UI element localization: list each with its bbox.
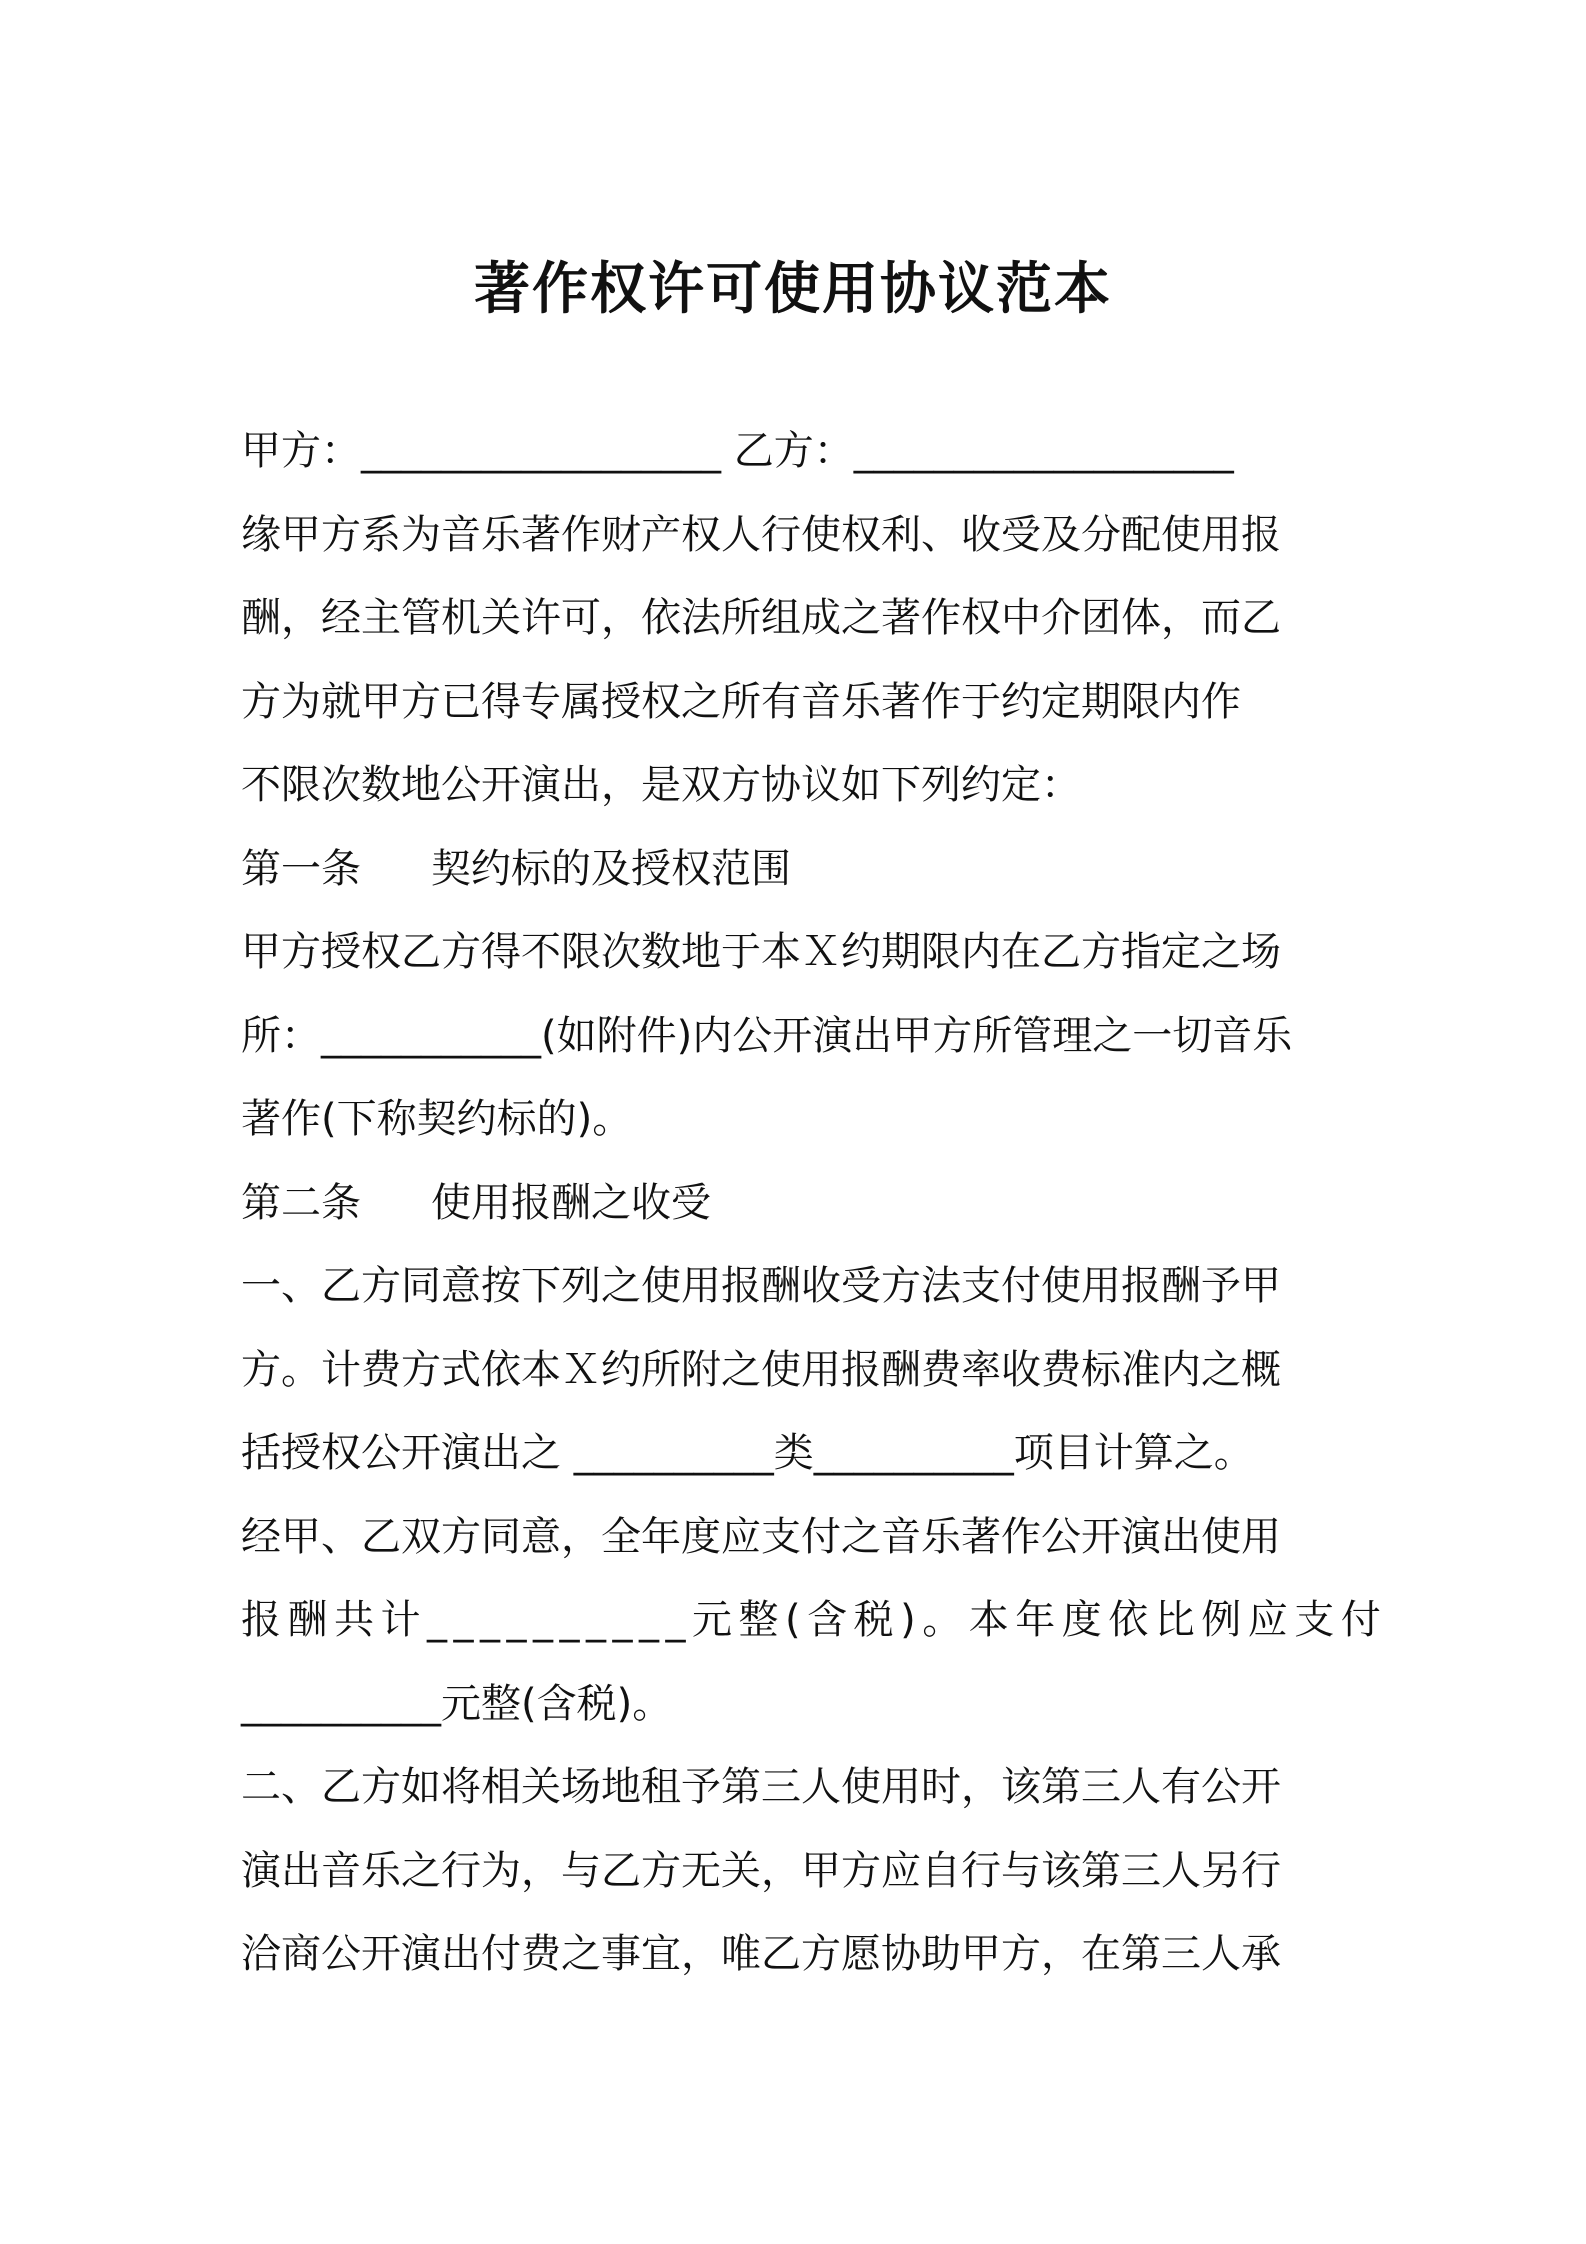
article-1-title: 契约标的及授权范围 [431,845,791,892]
article-2-line: 经甲、乙双方同意，全年度应支付之音乐著作公开演出使用 [241,1513,1281,1560]
article-1-line: 著作(下称契约标的)。 [241,1096,633,1142]
article-2-line: 一、乙方同意按下列之使用报酬收受方法支付使用报酬予甲 [241,1263,1281,1309]
article-2-line: 二、乙方如将相关场地租予第三人使用时，该第三人有公开 [241,1764,1281,1810]
article-2-line: 括授权公开演出之 __________类__________项目计算之。 [241,1430,1254,1476]
article-1-line: 甲方授权乙方得不限次数地于本Ｘ约期限内在乙方指定之场 [241,929,1281,975]
preamble-line: 方为就甲方已得专属授权之所有音乐著作于约定期限内作 [241,678,1241,725]
article-2-line: 报酬共计__________元整(含税)。本年度依比例应支付 [241,1597,1388,1643]
article-1-heading [241,828,1351,912]
document-body [241,410,1388,1997]
article-2-line: 方。计费方式依本Ｘ约所附之使用报酬费率收费标准内之概 [241,1346,1281,1393]
article-2-number: 第二条 [241,1179,361,1226]
parties-line: 甲方：__________________ 乙方：___________________ [241,428,1234,474]
article-1-line: 所：___________(如附件)内公开演出甲方所管理之一切音乐 [241,1012,1293,1059]
article-2-line: 洽商公开演出付费之事宜，唯乙方愿协助甲方，在第三人承 [241,1931,1281,1977]
article-2-heading [241,1162,1351,1246]
preamble-line: 不限次数地公开演出，是双方协议如下列约定： [241,762,1081,808]
preamble-line: 缘甲方系为音乐著作财产权人行使权利、收受及分配使用报 [241,511,1281,558]
article-2-line: __________元整(含税)。 [241,1680,673,1727]
preamble-line: 酬，经主管机关许可，依法所组成之著作权中介团体，而乙 [241,595,1281,641]
document-title: 著作权许可使用协议范本 [474,257,1112,322]
article-1-number: 第一条 [241,845,361,892]
article-2-title: 使用报酬之收受 [431,1179,711,1226]
article-2-line: 演出音乐之行为，与乙方无关，甲方应自行与该第三人另行 [241,1847,1281,1894]
